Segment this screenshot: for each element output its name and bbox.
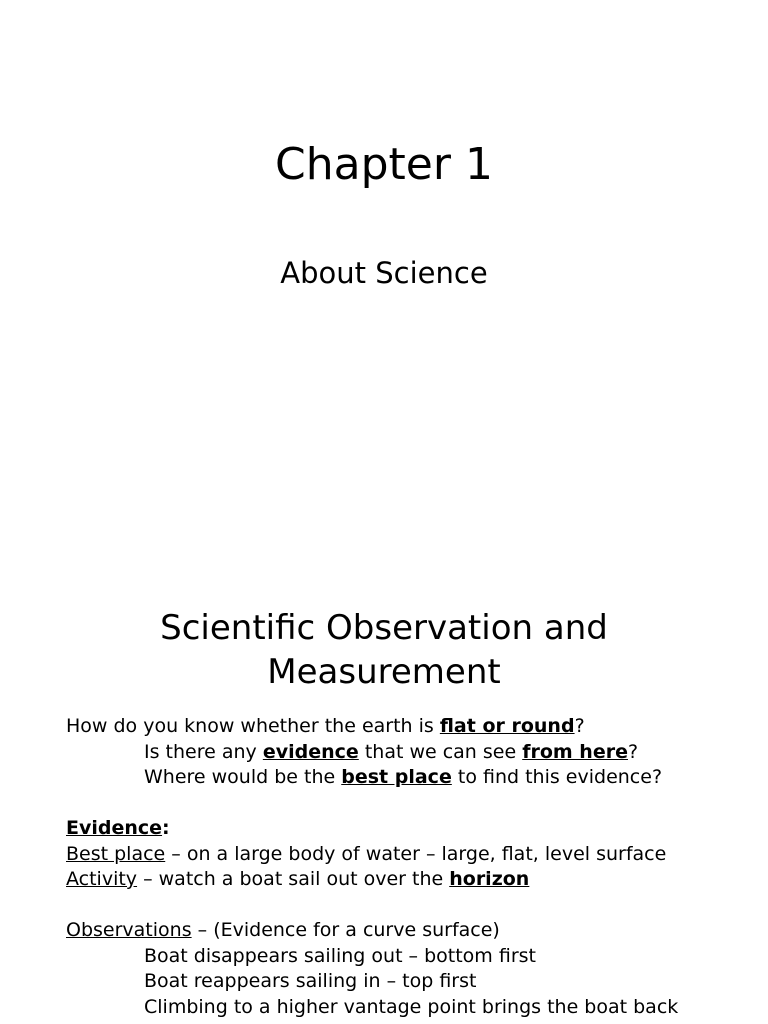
question-text: Where would be the <box>144 766 342 788</box>
question-flat-or-round <box>66 714 756 740</box>
notes-body <box>66 714 756 1020</box>
spacer <box>66 791 756 817</box>
section-title <box>0 606 768 694</box>
question-best-place <box>66 765 756 791</box>
emphasis-evidence: evidence <box>262 740 359 763</box>
question-evidence <box>66 740 756 766</box>
emphasis-best-place: best place <box>341 766 452 788</box>
evidence-label: Evidence <box>66 817 163 839</box>
question-mark: ? <box>627 740 639 763</box>
evidence-colon: : <box>162 817 170 839</box>
section-title-line-1: Scientific Observation and <box>160 608 608 648</box>
best-place-text: – on a large body of water – large, flat, level surface <box>165 842 667 865</box>
emphasis-flat-or-round: flat or round <box>439 715 575 737</box>
activity-line <box>66 867 756 893</box>
observations-line <box>66 918 756 944</box>
chapter-title: Chapter 1 <box>275 139 493 190</box>
activity-text: – watch a boat sail out over the <box>137 868 450 890</box>
question-text: to find this evidence? <box>451 766 663 788</box>
section-title-line-2: Measurement <box>267 652 501 692</box>
observation-item: Boat reappears sailing in – top first <box>144 970 477 992</box>
evidence-heading <box>66 816 756 842</box>
activity-label: Activity <box>66 868 138 890</box>
question-text: How do you know whether the earth is <box>66 715 440 737</box>
question-text: that we can see <box>358 740 523 763</box>
emphasis-from-here: from here <box>522 740 628 763</box>
emphasis-horizon: horizon <box>449 868 530 890</box>
observation-item: Boat disappears sailing out – bottom first <box>144 944 536 967</box>
spacer <box>66 893 756 919</box>
observations-label: Observations <box>66 919 192 941</box>
question-text: Is there any <box>144 740 263 763</box>
observation-item: Climbing to a higher vantage point brings the boat back <box>144 995 679 1018</box>
best-place-line <box>66 842 756 868</box>
best-place-label: Best place <box>66 842 166 865</box>
observations-text: – (Evidence for a curve surface) <box>191 919 500 941</box>
chapter-subtitle: About Science <box>280 256 488 290</box>
question-mark: ? <box>574 715 585 737</box>
